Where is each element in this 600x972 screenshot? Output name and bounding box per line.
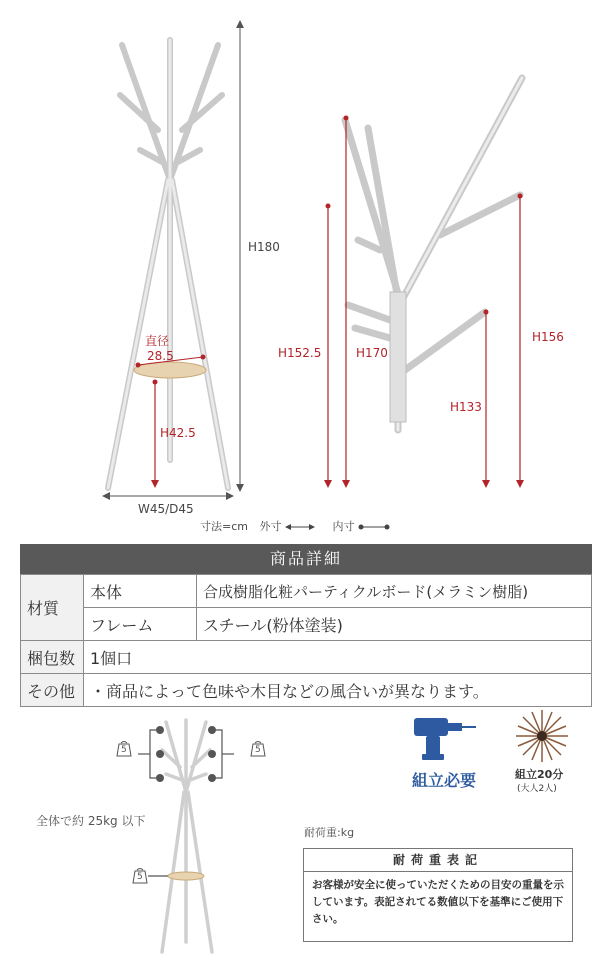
diameter-label: 直径 — [145, 334, 170, 348]
spec-title: 商品詳細 — [20, 544, 592, 574]
body-value: 合成樹脂化粧パーティクルボード(メラミン樹脂) — [197, 575, 592, 608]
other-value: ・商品によって色味や木目などの風合いが異なります。 — [84, 674, 592, 707]
frame-label: フレーム — [84, 608, 197, 641]
height-152-label: H152.5 — [278, 346, 322, 360]
height-156-label: H156 — [532, 330, 564, 344]
spec-table — [20, 574, 592, 707]
weight-value: 5 — [137, 872, 143, 882]
coat-rack-side-drawing — [290, 0, 600, 520]
load-notice-box — [303, 848, 573, 942]
notice-title: 耐荷重表記 — [304, 849, 572, 872]
inner-label: 内寸 — [332, 520, 355, 533]
package-header: 梱包数 — [21, 641, 84, 674]
weight-value: 5 — [255, 745, 261, 755]
drill-icon — [412, 712, 482, 762]
side-view-diagram — [278, 0, 600, 520]
notice-body: お客様が安全に使っていただくための目安の重量を示しています。表記されてる数値以下を基準にご使用下さい。 — [312, 879, 564, 925]
body-label: 本体 — [84, 575, 197, 608]
material-header: 材質 — [21, 575, 84, 641]
weight-value: 5 — [121, 745, 127, 755]
diameter-value: 28.5 — [147, 349, 174, 363]
load-unit-label: 耐荷重:kg — [304, 826, 355, 839]
table-row — [21, 608, 592, 641]
assembly-people-label: (大人2人) — [517, 784, 557, 794]
height-170-label: H170 — [356, 346, 388, 360]
assembly-required-label: 組立必要 — [412, 771, 477, 790]
height-label: H180 — [248, 240, 280, 254]
shelf-height-label: H42.5 — [160, 426, 196, 440]
outer-arrow-icon — [285, 522, 315, 532]
table-row — [21, 674, 592, 707]
package-value: 1個口 — [84, 641, 592, 674]
coat-rack-front-drawing — [0, 0, 290, 520]
assembly-time-label: 組立20分 — [515, 768, 564, 781]
height-133-label: H133 — [450, 400, 482, 414]
front-view-diagram — [0, 0, 290, 520]
total-load-label: 全体で約 25kg 以下 — [36, 814, 146, 828]
other-header: その他 — [21, 674, 84, 707]
table-row — [21, 575, 592, 608]
unit-label: 寸法=cm — [200, 520, 248, 533]
outer-label: 外寸 — [259, 520, 282, 533]
frame-value: スチール(粉体塗装) — [197, 608, 592, 641]
dimension-legend — [200, 518, 390, 536]
width-depth-label: W45/D45 — [138, 502, 194, 516]
table-row — [21, 641, 592, 674]
load-diagram — [100, 712, 290, 962]
clock-burst-icon — [514, 708, 570, 764]
inner-dot-line-icon — [358, 522, 390, 532]
